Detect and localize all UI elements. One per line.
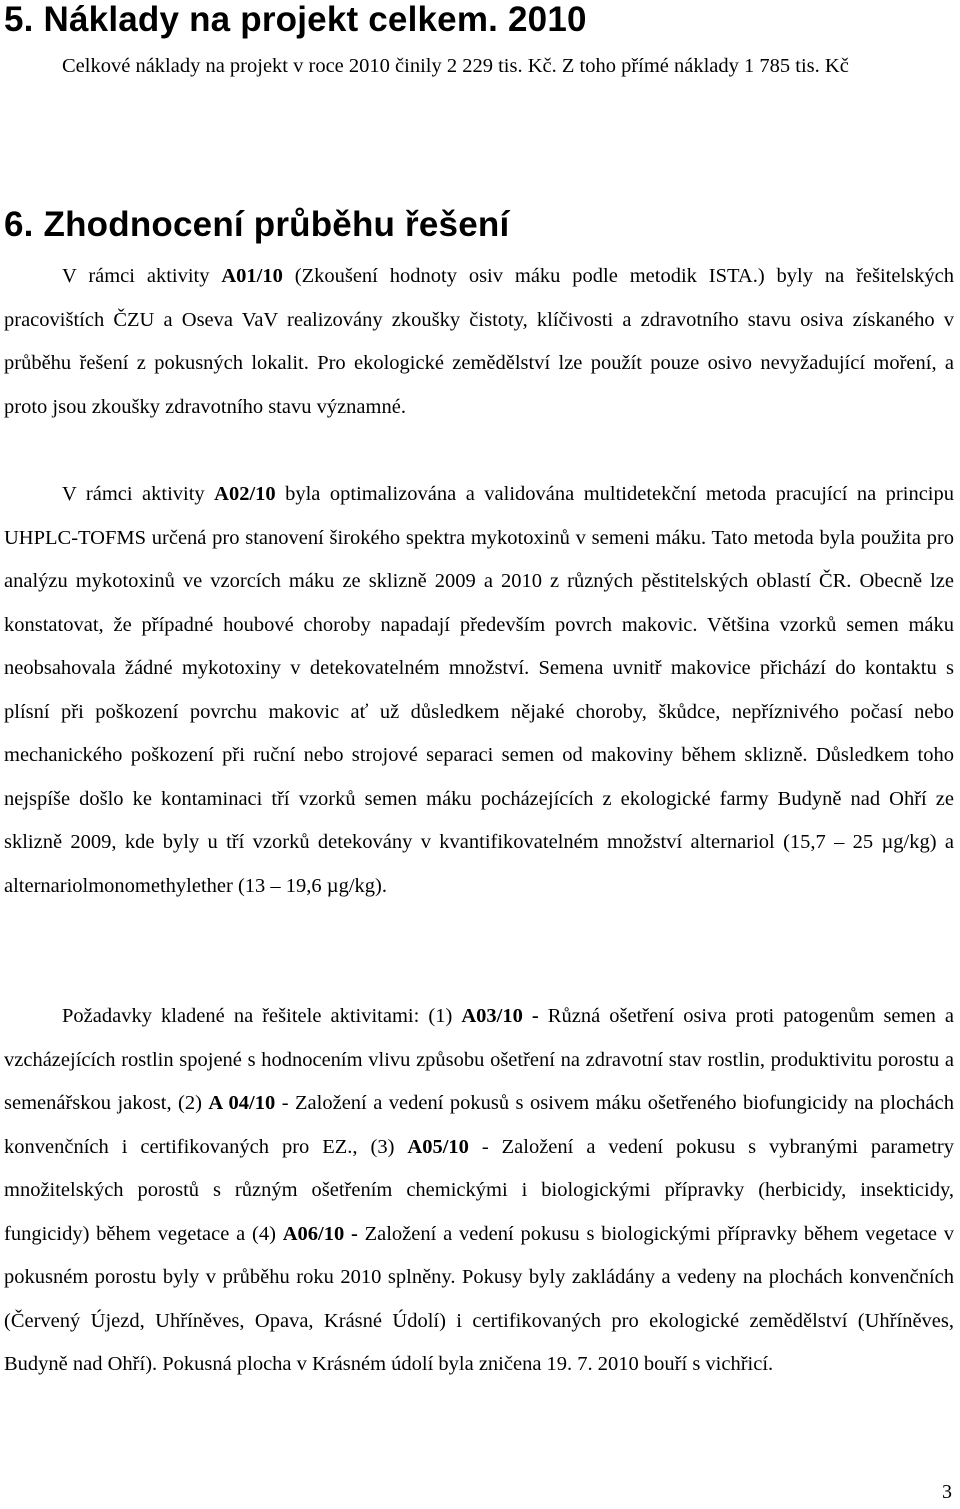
activity-code: A 04/10 [208, 1092, 276, 1114]
paragraph-requirements [4, 995, 954, 1387]
page-number: 3 [942, 1481, 952, 1503]
text-run: (Zkoušení hodnoty osiv máku podle metodik ISTA.) byly na řešitelských pracovištích ČZU a Oseva VaV realizovány zkoušky čistoty, klíčivosti a zdravotního stavu osiva získaného v průběhu řešení z pokusných lokalit. Pro ekologické zemědělství lze použít pouze osivo nevyžadující moření, a proto jsou zkoušky zdravotního stavu významné. [4, 265, 954, 418]
text-run: Různá ošetření osiva proti patogenům semen a vzcházejících rostlin spojené s hodnocením vlivu způsobu ošetření na zdravotní stav rostlin, produktivitu porostu a semenářskou jakost, (2) [4, 1005, 954, 1114]
activity-code: A05/10 [407, 1135, 469, 1158]
section-heading-costs: 5. Náklady na projekt celkem. 2010 [4, 0, 587, 39]
text-run: V rámci aktivity [62, 265, 222, 287]
activity-code: A03/10 - [461, 1005, 539, 1027]
paragraph-a01 [4, 255, 954, 429]
costs-paragraph: Celkové náklady na projekt v roce 2010 činily 2 229 tis. Kč. Z toho přímé náklady 1 785 tis. Kč [62, 55, 849, 77]
text-run: Požadavky kladené na řešitele aktivitami: (1) [62, 1005, 462, 1027]
activity-code: A06/10 - [282, 1222, 358, 1245]
text-run: byla optimalizována a validována multidetekční metoda pracující na principu UHPLC-TOFMS určená pro stanovení širokého spektra mykotoxinů v semeni máku. Tato metoda byla použita pro analýzu mykotoxinů ve vzorcích máku ze sklizně 2009 a 2010 z různých pěstitelských oblastí ČR. Obecně lze konstatovat, že případné houbové choroby napadají především povrch makovic. Většina vzorků semen máku neobsahovala žádné mykotoxiny v detekovatelném množství. Semena uvnitř makovice přichází do kontaktu s plísní při poškození povrchu makovic ať už důsledkem nějaké choroby, škůdce, nepříznivého počasí nebo mechanického poškození při ruční nebo strojové separaci semen od makoviny během sklizně. Důsledkem toho nejspíše došlo ke kontaminaci tří vzorků semen máku pocházejících z ekologické farmy Budyně nad Ohří ze sklizně 2009, kde byly u tří vzorků detekovány v kvantifikovatelném množství alternariol (15,7 – 25 µg/kg) a alternariolmonomethylether (13 – 19,6 µg/kg). [4, 483, 954, 897]
activity-code: A01/10 [221, 265, 283, 287]
activity-code: A02/10 [214, 483, 276, 505]
section-heading-evaluation: 6. Zhodnocení průběhu řešení [4, 205, 510, 244]
paragraph-a02 [4, 473, 954, 908]
text-run: Založení a vedení pokusu s biologickými přípravky během vegetace v pokusném porostu byly v průběhu roku 2010 splněny. Pokusy byly zakládány a vedeny na plochách konvenčních (Červený Újezd, Uhříněves, Opava, Krásné Údolí) i certifikovaných pro ekologické zemědělství (Uhříněves, Budyně nad Ohří). Pokusná plocha v Krásném údolí byla zničena 19. 7. 2010 bouří s vichřicí. [4, 1222, 955, 1375]
text-run: - Založení a vedení pokusu s vybranými parametry množitelských porostů s různým ošetřením chemickými i biologickými přípravky (herbicidy, insekticidy, fungicidy) během vegetace a (4) [4, 1135, 954, 1245]
text-run: - Založení a vedení pokusů s osivem máku ošetřeného biofungicidy na plochách konvenčních i certifikovaných pro EZ., (3) [4, 1092, 954, 1158]
text-run: V rámci aktivity [62, 483, 215, 505]
